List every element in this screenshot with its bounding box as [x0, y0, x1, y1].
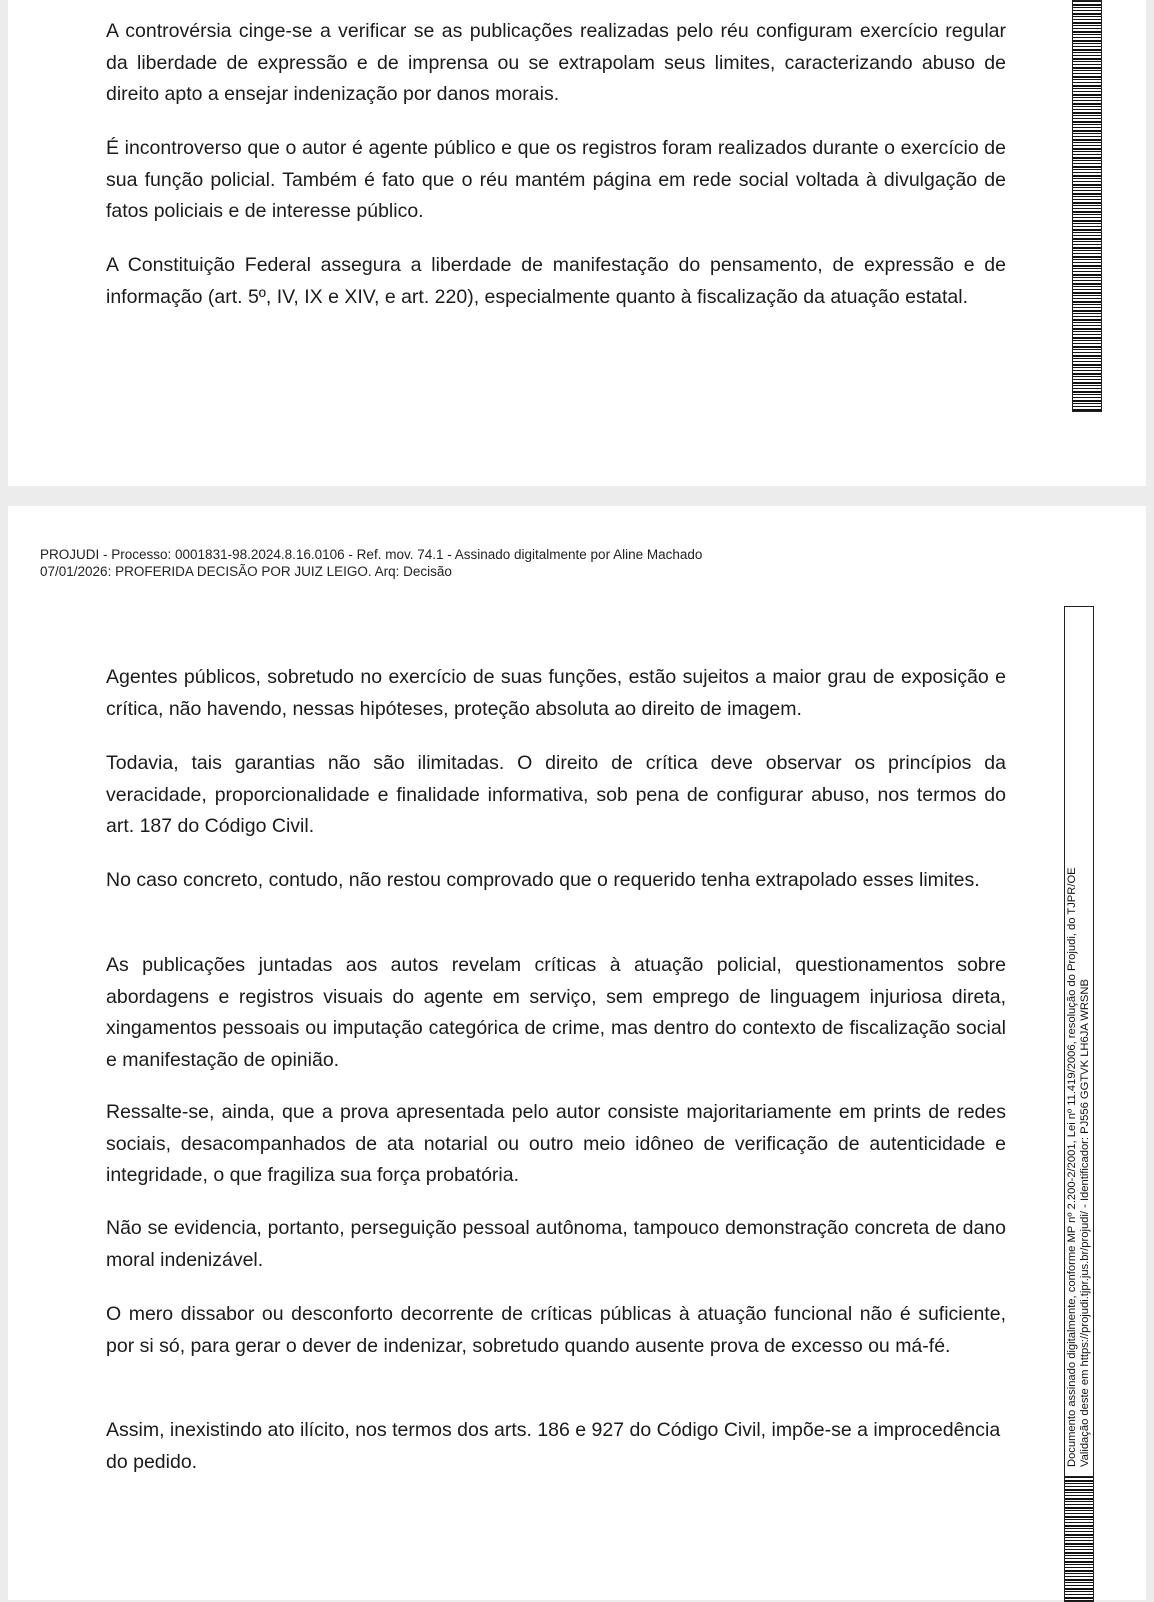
barcode-strip	[1064, 1476, 1094, 1602]
paragraph: É incontroverso que o autor é agente público e que os registros foram realizados durante o exercício de sua função policial. Também é fato que o réu mantém página em rede social voltada à divulgação de fatos policiais e de interesse público.	[106, 137, 1006, 222]
stamp-validation-line: Validação deste em https://projudi.tjpr.jus.br/projudi/ - Identificador: PJ556 GGTVK LH6JA WRSNB	[1079, 979, 1091, 1467]
paragraph: Todavia, tais garantias não são ilimitadas. O direito de crítica deve observar os princípios da veracidade, proporcionalidade e finalidade informativa, sob pena de configurar abuso, nos termos do art. 187 do Código Civil.	[106, 752, 1006, 837]
projudi-header	[40, 546, 702, 580]
document-page-2	[8, 506, 1146, 1600]
paragraph: Ressalte-se, ainda, que a prova apresentada pelo autor consiste majoritariamente em prints de redes sociais, desacompanhados de ata notarial ou outro meio idôneo de verificação de autenticidade e integridade, o que fragiliza sua força probatória.	[106, 1101, 1006, 1186]
document-page-1	[8, 0, 1146, 486]
paragraph: Agentes públicos, sobretudo no exercício de suas funções, estão sujeitos a maior grau de exposição e crítica, não havendo, nessas hipóteses, proteção absoluta ao direito de imagem.	[106, 666, 1006, 720]
digital-signature-stamp	[1064, 606, 1094, 1477]
paragraph: Não se evidencia, portanto, perseguição pessoal autônoma, tampouco demonstração concreta de dano moral indenizável.	[106, 1217, 1006, 1271]
paragraph: Assim, inexistindo ato ilícito, nos termos dos arts. 186 e 927 do Código Civil, impõe-se a improcedência do pedido.	[106, 1419, 1001, 1473]
stamp-line-1: Documento assinado digitalmente, conforme MP nº 2.200-2/2001, Lei nº 11.419/2006, resolução do Projudi, do TJPR/OE	[1066, 867, 1078, 1467]
paragraph: A Constituição Federal assegura a liberdade de manifestação do pensamento, de expressão e de informação (art. 5º, IV, IX e XIV, e art. 220), especialmente quanto à fiscalização da atuação estatal.	[106, 254, 1006, 308]
paragraph: No caso concreto, contudo, não restou comprovado que o requerido tenha extrapolado esses limites.	[106, 869, 980, 891]
paragraph: As publicações juntadas aos autos revelam críticas à atuação policial, questionamentos sobre abordagens e registros visuais do agente em serviço, sem emprego de linguagem injuriosa direta, xingamentos pessoais ou imputação categórica de crime, mas dentro do contexto de fiscalização social e manifestação de opinião.	[106, 954, 1006, 1071]
paragraph: A controvérsia cinge-se a verificar se as publicações realizadas pelo réu configuram exercício regular da liberdade de expressão e de imprensa ou se extrapolam seus limites, caracterizando abuso de direito apto a ensejar indenização por danos morais.	[106, 20, 1006, 105]
header-decision-line: 07/01/2026: PROFERIDA DECISÃO POR JUIZ LEIGO. Arq: Decisão	[40, 564, 452, 579]
paragraph: O mero dissabor ou desconforto decorrente de críticas públicas à atuação funcional não é suficiente, por si só, para gerar o dever de indenizar, sobretudo quando ausente prova de excesso ou má-fé.	[106, 1303, 1006, 1357]
header-process-line: PROJUDI - Processo: 0001831-98.2024.8.16.0106 - Ref. mov. 74.1 - Assinado digitalmente por Aline Machado	[40, 547, 703, 562]
barcode-strip	[1072, 0, 1102, 412]
